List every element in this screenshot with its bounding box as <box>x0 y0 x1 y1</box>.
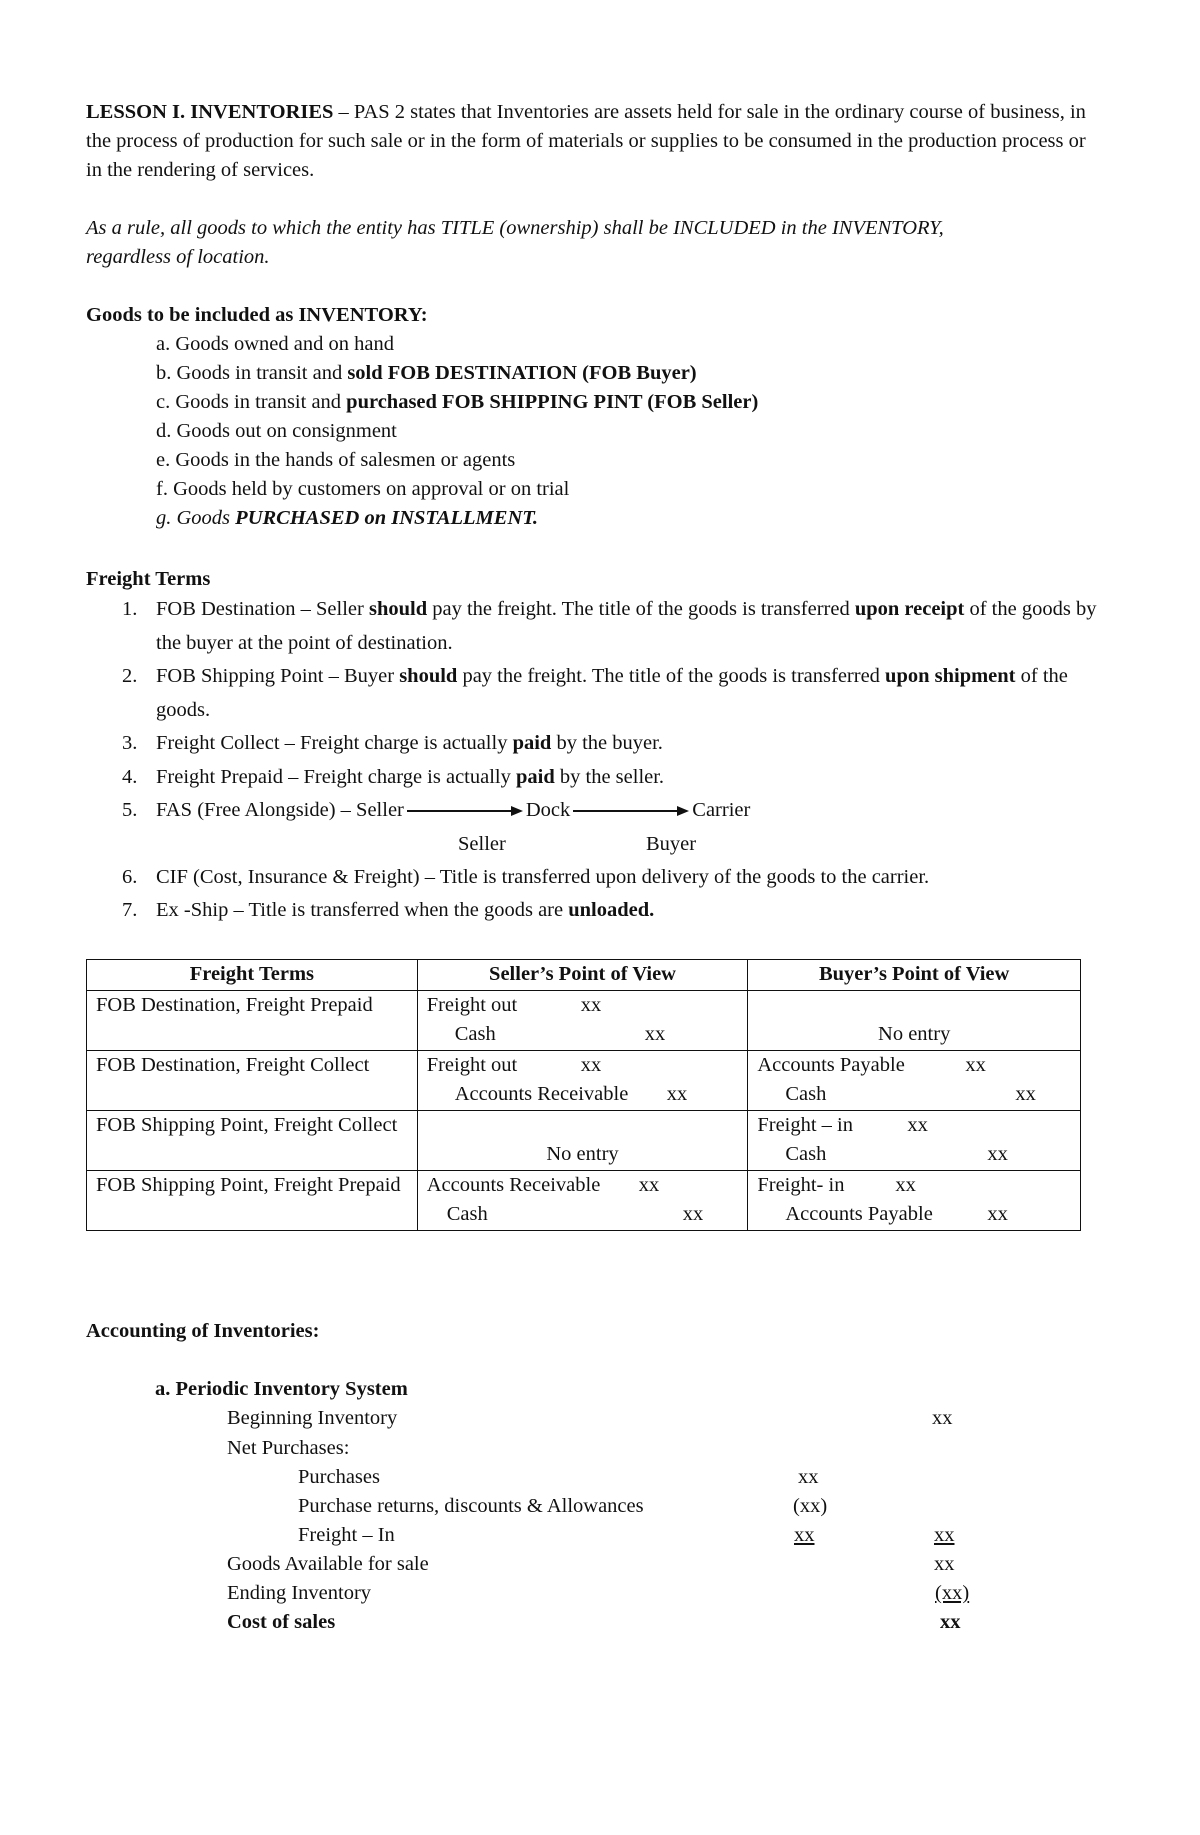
freight-item-text: should <box>399 665 458 687</box>
item-number: 5. <box>122 799 138 821</box>
freight-item-text: by the seller. <box>554 765 665 788</box>
fas-sublabels <box>86 828 1116 861</box>
freight-item-text: FOB Destination – Seller <box>156 598 369 620</box>
cost-of-sales-label: Cost of sales <box>227 1611 336 1633</box>
entry-amount: xx <box>987 1142 1008 1165</box>
journal-entry <box>757 1111 1071 1170</box>
freight-item-text: Freight Collect – Freight charge is actually <box>156 732 513 754</box>
beginning-inventory-value: xx <box>932 1407 953 1429</box>
item-7-text: Ex -Ship – Title is transferred when the goods are <box>156 899 569 921</box>
seller-entry-cell <box>417 1050 748 1110</box>
entry-account: Freight- in <box>757 1173 845 1196</box>
rule-paragraph <box>86 214 1106 272</box>
entry-account: Cash <box>446 1202 488 1225</box>
entry-amount: xx <box>644 1022 666 1045</box>
freight-term-cell: FOB Shipping Point, Freight Prepaid <box>87 1170 418 1230</box>
goods-item <box>156 330 1106 359</box>
entry-amount: xx <box>682 1202 704 1225</box>
seller-entry-cell <box>417 1110 748 1170</box>
freight-item-text: paid <box>512 732 552 754</box>
freight-item-7 <box>86 894 1116 928</box>
fas-sub-buyer: Buyer <box>646 832 697 855</box>
goods-list <box>86 330 1106 533</box>
goods-item <box>156 388 1106 417</box>
freight-item-text: pay the freight. The title of the goods is transferred <box>457 665 886 687</box>
freight-in-label: Freight – In <box>298 1524 395 1546</box>
freight-in-value-1: xx <box>794 1524 815 1546</box>
entry-amount: xx <box>1015 1082 1036 1105</box>
goods-item-bold: PURCHASED on INSTALLMENT. <box>235 507 539 529</box>
freight-item-text: by the buyer. <box>551 732 663 754</box>
fas-sub-seller: Seller <box>458 832 506 855</box>
intro-paragraph <box>86 98 1106 185</box>
entry-amount: xx <box>666 1082 688 1105</box>
freight-terms-list <box>86 593 1116 928</box>
rule-line-1: As a rule, all goods to which the entity has TITLE (ownership) shall be INCLUDED in the INVENTORY, <box>86 217 944 239</box>
freight-item-text: upon receipt <box>854 598 965 620</box>
table-row <box>87 1110 1081 1170</box>
goods-item <box>156 446 1106 475</box>
journal-entry <box>427 991 739 1050</box>
header-freight-terms: Freight Terms <box>87 960 418 991</box>
item-number: 3. <box>122 732 138 754</box>
freight-heading: Freight Terms <box>86 568 211 590</box>
entry-amount: xx <box>907 1113 928 1136</box>
goods-section <box>86 301 1106 533</box>
beginning-inventory-label: Beginning Inventory <box>227 1407 398 1429</box>
entry-amount: xx <box>987 1202 1008 1225</box>
journal-entry <box>757 1171 1071 1230</box>
goods-heading: Goods to be included as INVENTORY: <box>86 304 428 326</box>
goods-available-value: xx <box>934 1553 955 1575</box>
goods-item <box>156 417 1106 446</box>
goods-item-bold: purchased FOB SHIPPING PINT (FOB Seller) <box>346 391 759 413</box>
fas-label: FAS (Free Alongside) – Seller <box>156 799 404 821</box>
buyer-entry-cell <box>748 1110 1081 1170</box>
header-buyer-view: Buyer’s Point of View <box>748 960 1081 991</box>
goods-item-text: d. Goods out on consignment <box>156 420 397 442</box>
fas-carrier: Carrier <box>692 799 751 821</box>
lesson-title: LESSON I. INVENTORIES <box>86 101 334 123</box>
seller-entry-cell <box>417 1170 748 1230</box>
entry-account: Accounts Receivable <box>426 1173 601 1196</box>
table-body <box>87 990 1081 1230</box>
returns-label: Purchase returns, discounts & Allowances <box>298 1495 644 1517</box>
intro-text: PAS 2 states that Inventories are assets held for sale in the ordinary course of business, in the process of production for such sale or in the form of materials or supplies to be consumed in the production process or in the rendering of services. <box>86 101 1086 181</box>
table-row <box>87 1050 1081 1110</box>
entry-account: Cash <box>454 1022 496 1045</box>
entry-account: Cash <box>785 1142 827 1165</box>
rule-line-2: regardless of location. <box>86 246 270 268</box>
table-row <box>87 990 1081 1050</box>
freight-term-cell: FOB Destination, Freight Collect <box>87 1050 418 1110</box>
freight-term-cell: FOB Shipping Point, Freight Collect <box>87 1110 418 1170</box>
goods-item-text: c. Goods in transit and <box>156 391 347 413</box>
goods-item-text: b. Goods in transit and <box>156 362 348 384</box>
goods-item-bold: sold FOB DESTINATION (FOB Buyer) <box>347 362 697 384</box>
arrow-right-icon <box>405 805 525 817</box>
journal-entry <box>427 1051 739 1110</box>
entry-amount: xx <box>580 993 602 1016</box>
net-purchases-label: Net Purchases: <box>227 1437 350 1459</box>
seller-entry-cell <box>417 990 748 1050</box>
ending-inventory-label: Ending Inventory <box>227 1582 372 1604</box>
entry-account: Cash <box>785 1082 827 1105</box>
entry-account: Freight – in <box>757 1113 854 1136</box>
freight-item-text: Freight Prepaid – Freight charge is actually <box>156 765 516 788</box>
entry-account: Freight out <box>426 993 518 1016</box>
purchases-value: xx <box>798 1466 819 1488</box>
freight-item-text: upon shipment <box>885 665 1016 687</box>
item-6-text: CIF (Cost, Insurance & Freight) – Title is transferred upon delivery of the goods to the carrier. <box>156 865 930 888</box>
item-number: 4. <box>122 765 138 788</box>
goods-item <box>156 504 1106 533</box>
journal-entry <box>427 1111 739 1170</box>
entry-account: Accounts Payable <box>757 1053 905 1076</box>
entry-amount: xx <box>965 1053 986 1076</box>
freight-item-4 <box>86 761 1116 795</box>
freight-term-cell: FOB Destination, Freight Prepaid <box>87 990 418 1050</box>
freight-item-text: paid <box>516 765 555 788</box>
entry-account: Freight out <box>426 1053 518 1076</box>
freight-item-text: of the goods. <box>156 665 1068 721</box>
freight-item-text: of the goods by the buyer at the point of destination. <box>156 598 1097 654</box>
freight-item-text: FOB Shipping Point – Buyer <box>156 665 400 687</box>
no-entry-text: No entry <box>878 1022 951 1045</box>
freight-item-text: should <box>368 598 428 620</box>
arrow-right-icon <box>571 805 691 817</box>
goods-item <box>156 475 1106 504</box>
item-number: 2. <box>122 665 138 687</box>
no-entry-text: No entry <box>546 1142 619 1165</box>
buyer-entry-cell <box>748 1170 1081 1230</box>
table-header-row <box>87 960 1081 991</box>
freight-item-6 <box>86 861 1116 895</box>
table-row <box>87 1170 1081 1230</box>
title-dash: – <box>333 101 354 123</box>
cost-of-sales-value: xx <box>940 1611 961 1633</box>
purchases-label: Purchases <box>298 1466 380 1488</box>
item-number: 1. <box>122 598 138 620</box>
freight-item-2 <box>86 660 1116 727</box>
entry-amount: xx <box>638 1173 660 1196</box>
entry-amount: xx <box>895 1173 916 1196</box>
entry-amount: xx <box>580 1053 602 1076</box>
goods-item-text: a. Goods owned and on hand <box>156 333 394 355</box>
freight-in-value-2: xx <box>934 1524 955 1546</box>
fas-dock: Dock <box>525 799 571 821</box>
goods-item-text: e. Goods in the hands of salesmen or agents <box>156 449 516 471</box>
accounting-heading: Accounting of Inventories: <box>86 1320 320 1342</box>
periodic-system-heading: a. Periodic Inventory System <box>155 1378 408 1400</box>
buyer-entry-cell <box>748 990 1081 1050</box>
buyer-entry-cell <box>748 1050 1081 1110</box>
item-number: 7. <box>122 899 138 921</box>
entry-account: Accounts Receivable <box>454 1082 629 1105</box>
goods-item <box>156 359 1106 388</box>
returns-value: (xx) <box>793 1495 828 1517</box>
freight-item-1 <box>86 593 1116 660</box>
journal-entry <box>427 1171 739 1230</box>
freight-item-text: pay the freight. The title of the goods is transferred <box>427 598 855 620</box>
goods-available-label: Goods Available for sale <box>227 1553 429 1575</box>
entry-account: Accounts Payable <box>785 1202 933 1225</box>
item-number: 6. <box>122 865 138 888</box>
freight-terms-table <box>86 959 1081 1231</box>
journal-entry <box>757 1051 1071 1110</box>
journal-entry <box>757 991 1071 1050</box>
freight-items <box>86 593 1116 794</box>
ending-inventory-value: (xx) <box>935 1582 970 1604</box>
freight-item-5 <box>86 794 1116 828</box>
header-seller-view: Seller’s Point of View <box>417 960 748 991</box>
item-7-bold: unloaded. <box>568 899 655 921</box>
goods-item-text: f. Goods held by customers on approval or on trial <box>156 478 570 500</box>
goods-item-text: g. Goods <box>156 507 236 529</box>
freight-item-3 <box>86 727 1116 761</box>
